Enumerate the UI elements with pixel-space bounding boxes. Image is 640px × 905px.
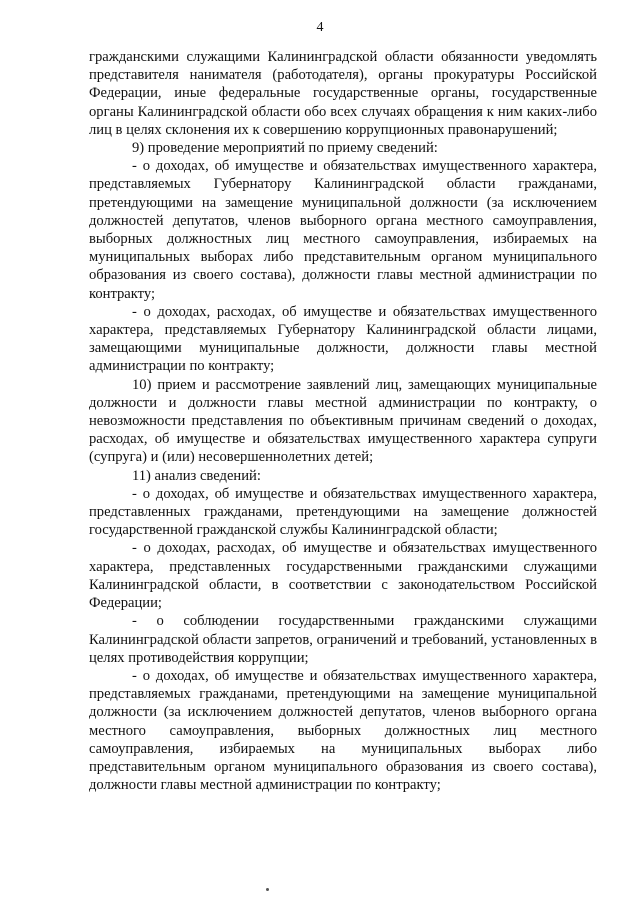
paragraph-item-11-civil-service-candidates: - о доходах, об имуществе и обязательствах имущественного характера, представленных гражданами, претендующими на замещение должностей государственной гражданской службы Калининградской области; <box>89 485 597 539</box>
page-number: 4 <box>316 20 324 35</box>
paragraph-item-11-compliance: - о соблюдении государственными гражданскими служащими Калининградской области запретов, ограничений и требований, установленных в целях противодействия коррупции; <box>89 613 597 666</box>
paragraph-item-9-income-of-office-holders: - о доходах, расходах, об имуществе и обязательствах имущественного характера, представляемых Губернатору Калининградской области лицами, замещающими муниципальные должности, должности главы местной администрации по контракту; <box>89 303 597 375</box>
paragraph-item-10-applications: 10) прием и рассмотрение заявлений лиц, замещающих муниципальные должности и должности главы местной администрации по контракту, о невозможности представления по объективным причинам сведений о доходах, расходах, об имуществе и обязательствах имущественного характера супруги (супруга) и (или) несовершеннолетних детей; <box>89 376 597 466</box>
scan-speck-mark <box>266 888 269 891</box>
paragraph-item-11-municipal-candidates: - о доходах, об имуществе и обязательствах имущественного характера, представляемых гражданами, претендующими на замещение муниципальной должности (за исключением должностей депутатов, членов выборного органа местного самоуправления, выборных должностных лиц местного самоуправления, избираемых на муниципальных выборах либо представительным органом муниципального образования из своего состава), должности главы местной администрации по контракту; <box>89 667 597 794</box>
document-body <box>89 48 597 794</box>
paragraph-item-9-income-of-candidates: - о доходах, об имуществе и обязательствах имущественного характера, представляемых Губернатору Калининградской области гражданами, претендующими на замещение муниципальной должности (за исключением должностей депутатов, членов выборного органа местного самоуправления, выборных должностных лиц местного самоуправления, избираемых на муниципальных выборах либо представительным органом муниципального образования из своего состава), должности главы местной администрации по контракту; <box>89 158 597 302</box>
paragraph-continuation-obligation-to-notify: гражданскими служащими Калининградской области обязанности уведомлять представителя нанимателя (работодателя), органы прокуратуры Российской Федерации, иные федеральные государственные органы, государственные органы Калининградской области обо всех случаях обращения к ним каких-либо лиц в целях склонения их к совершению коррупционных правонарушений; <box>89 49 597 138</box>
paragraph-item-9-receiving-information: 9) проведение мероприятий по приему сведений: <box>132 140 438 157</box>
paragraph-item-11-civil-servants-income: - о доходах, расходах, об имуществе и обязательствах имущественного характера, представленных государственными гражданскими служащими Калининградской области, в соответствии с законодательством Российской Федерации; <box>89 540 597 612</box>
paragraph-item-11-analysis: 11) анализ сведений: <box>132 467 261 484</box>
